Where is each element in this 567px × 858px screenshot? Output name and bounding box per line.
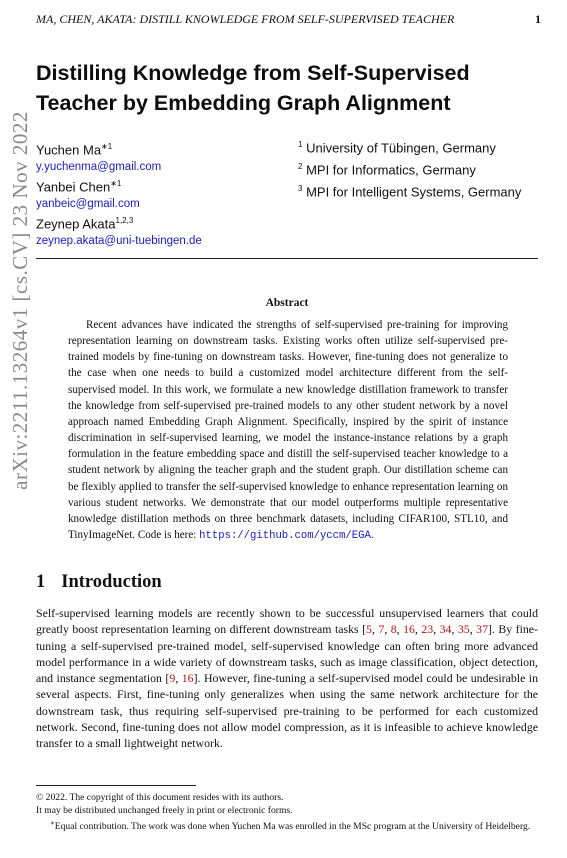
affiliation-num: 1 <box>298 140 303 149</box>
cite[interactable]: 16 <box>181 671 194 685</box>
author-marks: 1,2,3 <box>115 216 134 225</box>
author-email[interactable]: y.yuchenma@gmail.com <box>36 161 162 174</box>
intro-text-2: ]. By fine-tuning a self-supervised pre-trained model, self-supervised knowledge can often bring more advanced model performance in a wide variety of downstream tasks, such as image classification, object detection, and instance segmentation [ <box>36 622 538 685</box>
cite[interactable]: 9 <box>169 671 176 685</box>
abstract-heading: Abstract <box>265 297 309 309</box>
distribution-line: It may be distributed unchanged freely in print or electronic forms. <box>36 805 293 817</box>
cite[interactable]: 23 <box>421 622 434 637</box>
author-name: Yanbei Chen <box>36 179 111 195</box>
cite[interactable]: 35 <box>457 622 470 637</box>
footer <box>36 791 538 834</box>
footnote-text: Equal contribution. The work was done when Yuchen Ma was enrolled in the MSc program at the University of Heidelberg. <box>54 821 531 833</box>
abstract-text: Recent advances have indicated the strengths of self-supervised pre-training for improving representation learning on downstream tasks. Existing works often utilize self-supervised pre-trained models by fine-tuning on downstream tasks. However, fine-tuning does not generalize to the case when one needs to build a customized model architecture different from the self-supervised model. In this work, we formulate a new knowledge distillation framework to transfer the knowledge from self-supervised pre-trained models to any other student network by a novel approach named Embedding Graph Alignment. Specifically, inspired by the spirit of instance discrimination in self-supervised learning, we model the instance-instance relations by a graph formulation in the feature embedding space and distill the self-supervised teacher knowledge to a student network by aligning the teacher graph and the student graph. Our distillation scheme can be flexibly applied to transfer the self-supervised knowledge to enhance representation learning on various student networks. We demonstrate that our model outperforms multiple representative knowledge distillation methods on three benchmark datasets, including CIFAR100, STL10, and TinyImageNet. Code is here: <box>68 319 508 542</box>
footnote-mark: ∗ <box>50 819 55 828</box>
cite[interactable]: 16 <box>403 622 415 637</box>
affiliation-num: 2 <box>298 162 303 171</box>
section-heading <box>36 572 162 593</box>
paper-title <box>36 58 536 118</box>
author-name: Yuchen Ma <box>36 142 102 158</box>
author-name: Zeynep Akata <box>36 216 116 232</box>
intro-text-1: Self-supervised learning models are recently shown to be successful unsupervised learners that could greatly boost representation learning on different downstream tasks [ <box>36 606 538 637</box>
affiliation-3 <box>298 178 548 203</box>
title-line-2: Teacher by Embedding Graph Alignment <box>36 91 451 115</box>
page-number: 1 <box>535 12 541 26</box>
author-1 <box>36 138 296 175</box>
footnote-divider <box>36 785 196 786</box>
affiliation-text: MPI for Informatics, Germany <box>306 162 476 178</box>
arxiv-stamp-text: arXiv:2211.13264v1 [cs.CV] 23 Nov 2022 <box>7 110 32 490</box>
abstract-body <box>68 317 508 544</box>
section-title: Introduction <box>61 572 162 592</box>
author-email[interactable]: yanbeic@gmail.com <box>36 198 140 211</box>
footnote <box>36 817 538 833</box>
section-number: 1 <box>36 572 46 592</box>
affiliation-num: 3 <box>298 184 303 193</box>
affiliation-text: MPI for Intelligent Systems, Germany <box>306 184 522 200</box>
intro-paragraph: Self-supervised learning models are recently shown to be successful unsupervised learners that could greatly boost representation learning on different downstream tasks [5, 7, 8, 16, 23, 34, 35, 37]. By fine-tuning a self-supervised pre-trained model, self-supervised knowledge can often bring more advanced model performance in a wide variety of downstream tasks, such as image classification, object detection, and instance segmentation [9, 16]. However, fine-tuning a self-supervised model could be undesirable in several aspects. First, fine-tuning only generalizes when using the same network architecture for the downstream task, thus requiring self-supervised pre-training to be performed for each customized network. Second, fine-tuning does not allow model compression, as it is infeasible to achieve knowledge transfer to a small lightweight network. <box>36 606 538 750</box>
running-head-text: MA, CHEN, AKATA: DISTILL KNOWLEDGE FROM SELF-SUPERVISED TEACHER <box>36 12 455 26</box>
affiliation-text: University of Tübingen, Germany <box>306 140 496 156</box>
header-divider <box>36 258 538 259</box>
cite[interactable]: 7 <box>378 622 385 637</box>
arxiv-stamp <box>6 40 34 560</box>
author-3 <box>36 212 296 249</box>
author-email[interactable]: zeynep.akata@uni-tuebingen.de <box>36 235 202 248</box>
abstract-end: . <box>370 529 374 542</box>
copyright-line: © 2022. The copyright of this document resides with its authors. <box>36 792 284 803</box>
author-marks: ∗1 <box>101 142 113 151</box>
cite[interactable]: 37 <box>476 622 488 637</box>
intro-text-3: ]. However, fine-tuning a self-supervised model could be undesirable in several aspects. First, fine-tuning only generalizes when using the same network architecture for the downstream task, thus requiring self-supervised pre-training to be performed for each customized network. Second, fine-tuning does not allow model compression, as it is infeasible to achieve knowledge transfer to a small lightweight network. <box>36 671 538 750</box>
cite[interactable]: 8 <box>390 622 397 637</box>
code-link[interactable]: https://github.com/yccm/EGA <box>199 530 371 543</box>
running-head <box>36 12 538 27</box>
cite[interactable]: 5 <box>366 622 372 637</box>
cite[interactable]: 34 <box>439 622 452 637</box>
author-marks: ∗1 <box>110 179 122 188</box>
title-line-1: Distilling Knowledge from Self-Supervised <box>36 61 470 85</box>
author-2 <box>36 175 296 212</box>
